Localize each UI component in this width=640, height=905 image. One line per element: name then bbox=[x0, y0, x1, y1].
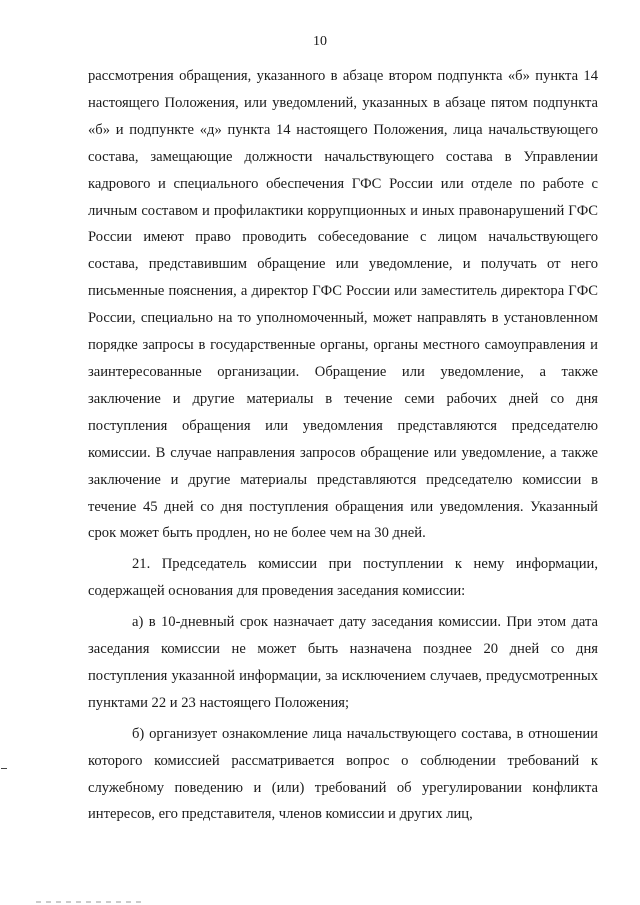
document-body bbox=[88, 63, 598, 828]
paragraph-21: 21. Председатель комиссии при поступлении к нему информации, содержащей основания для проведения заседания комиссии: bbox=[88, 556, 598, 600]
paragraph-21a: а) в 10-дневный срок назначает дату заседания комиссии. При этом дата заседания комиссии не может быть назначена позднее 20 дней со дня поступления указанной информации, за исключением случаев, предусмотренных пунктами 22 и 23 настоящего Положения; bbox=[88, 614, 598, 711]
scan-artifact-mark bbox=[1, 768, 7, 769]
paragraph-21b: б) организует ознакомление лица начальствующего состава, в отношении которого комиссией рассматривается вопрос о соблюдении требований к служебному поведению и (или) требований об урегулировании конфликта интересов, его представителя, членов комиссии и других лиц, bbox=[88, 725, 598, 823]
scan-artifact-dots bbox=[36, 901, 146, 903]
paragraph-continuation: рассмотрения обращения, указанного в абзаце втором подпункта «б» пункта 14 настоящего Положения, или уведомлений, указанных в абзаце пятом подпункта «б» и подпункте «д» пункта 14 настоящего Положения, лица начальствующего состава, замещающие должности начальствующего состава в Управлении кадрового и специального обеспечения ГФС России или отделе по работе с личным составом и профилактики коррупционных и иных правонарушений ГФС России имеют право проводить собеседование с лицом начальствующего состава, представившим обращение или уведомление, и получать от него письменные пояснения, а директор ГФС России или заместитель директора ГФС России, специально на то уполномоченный, может направлять в установленном порядке запросы в государственные органы, органы местного самоуправления и заинтересованные организации. Обращение или уведомление, а также заключение и другие материалы в течение семи рабочих дней со дня поступления обращения или уведомления представляются председателю комиссии. В случае направления запросов обращение или уведомление, а также заключение и другие материалы представляются председателю комиссии в течение 45 дней со дня поступления обращения или уведомления. Указанный срок может быть продлен, но не более чем на 30 дней. bbox=[88, 68, 598, 542]
page-number: 10 bbox=[313, 34, 327, 49]
